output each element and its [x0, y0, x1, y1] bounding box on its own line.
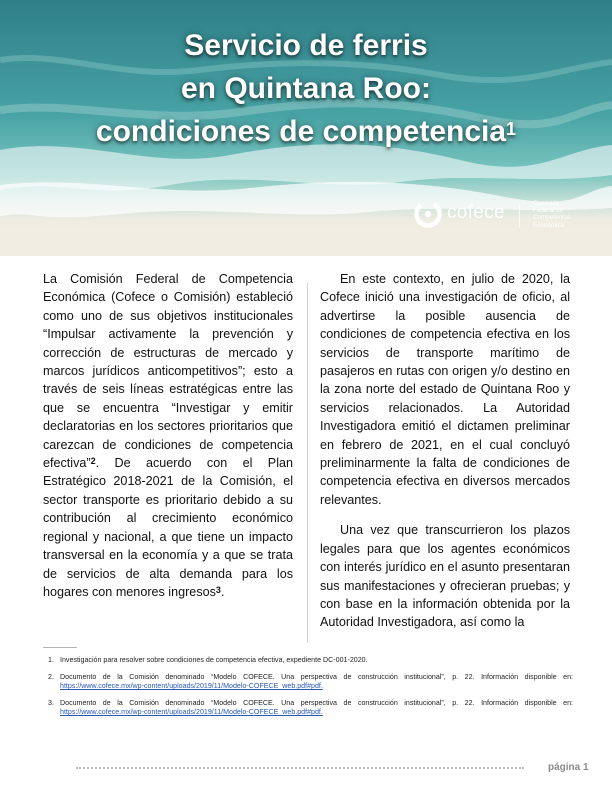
right-column	[320, 270, 570, 644]
intro-text-end: .	[220, 584, 225, 599]
footnote-text: Investigación para resolver sobre condiciones de competencia efectiva, expediente DC-001-2020.	[60, 656, 368, 664]
footnote-link[interactable]: https://www.cofece.mx/wp-content/uploads/2019/11/Modelo-COFECE_web.pdf#pdf.	[60, 708, 323, 717]
footnote-number: 1.	[48, 656, 54, 664]
title-line-3	[0, 110, 612, 153]
footnote-text: Documento de la Comisión denominado “Modelo COFECE. Una perspectiva de construcción institucional”, p. 22. Información disponible en:	[60, 698, 573, 707]
logo-divider	[519, 204, 520, 228]
logo-subtitle-line: Competencia	[533, 214, 571, 222]
footnote-ref-3[interactable]: 3	[215, 584, 221, 595]
intro-paragraph	[43, 270, 293, 601]
footnote-rule	[43, 647, 77, 648]
title-line-3-text: condiciones de competencia	[95, 115, 507, 148]
footnote-ref-2[interactable]: 2	[90, 456, 96, 467]
footnotes-list	[48, 656, 573, 725]
logo-subtitle-line: Federal de	[533, 207, 564, 215]
hero-banner	[0, 0, 612, 256]
footnote-link[interactable]: https://www.cofece.mx/wp-content/uploads/2019/11/Modelo-COFECE_web.pdf#pdf.	[60, 682, 323, 691]
footnote-number: 2.	[48, 672, 54, 681]
footnote-1	[48, 656, 573, 666]
footnote-3	[48, 699, 573, 718]
footnote-number: 3.	[48, 698, 54, 707]
title-footnote-ref: 1	[506, 119, 517, 139]
footer-dotted-rule	[76, 767, 524, 769]
page-number: página 1	[548, 762, 589, 773]
document-title	[0, 24, 612, 153]
column-divider	[307, 283, 308, 643]
footnote-2	[48, 673, 573, 692]
logo-wordmark: cofece	[447, 202, 505, 223]
procedure-paragraph: Una vez que transcurrieron los plazos legales para que los agentes económicos con interés jurídico en el asunto presentaran sus manifestaciones y ofrecieran pruebas; y con base en la información obtenida por la Autoridad Investigadora, así como la	[320, 523, 570, 630]
logo-subtitle-line: Comisión	[533, 200, 560, 207]
footnote-text: Documento de la Comisión denominado “Modelo COFECE. Una perspectiva de construcción institucional”, p. 22. Información disponible en:	[60, 672, 573, 681]
title-line-1: Servicio de ferris	[184, 29, 428, 62]
logo-subtitle-line: Económica	[533, 221, 565, 229]
cofece-logo-icon	[414, 200, 442, 228]
context-paragraph: En este contexto, en julio de 2020, la Cofece inició una investigación de oficio, al advertirse la posible ausencia de condiciones de competencia efectiva en los servicios de transporte marítimo de pasajeros en rutas con origen y/o destino en la zona norte del estado de Quintana Roo y servicios relacionados. La Autoridad Investigadora emitió el dictamen preliminar en febrero de 2021, en el cual concluyó preliminarmente la falta de condiciones de competencia efectiva en diversos mercados relevantes.	[320, 272, 570, 507]
intro-text-a: La Comisión Federal de Competencia Económica (Cofece o Comisión) estableció como uno de sus objetivos institucionales “Impulsar activamente la prevención y corrección de estructuras de mercado y marcos jurídicos anticompetitivos”; esto a través de seis líneas estratégicas entre las que se encuentra “Investigar y emitir declaratorias en los sectores prioritarios que carezcan de condiciones de competencia efectiva”	[43, 272, 293, 471]
intro-text-b: . De acuerdo con el Plan Estratégico 2018-2021 de la Comisión, el sector transporte es prioritario debido a su contribución al crecimiento económico regional y nacional, a que tiene un impacto transversal en la economía y a que se trata de servicios de alta demanda para los hogares con menores ingresos	[43, 456, 293, 599]
logo-subtitle	[533, 200, 570, 229]
left-column	[43, 270, 293, 613]
title-line-2: en Quintana Roo:	[181, 72, 431, 105]
